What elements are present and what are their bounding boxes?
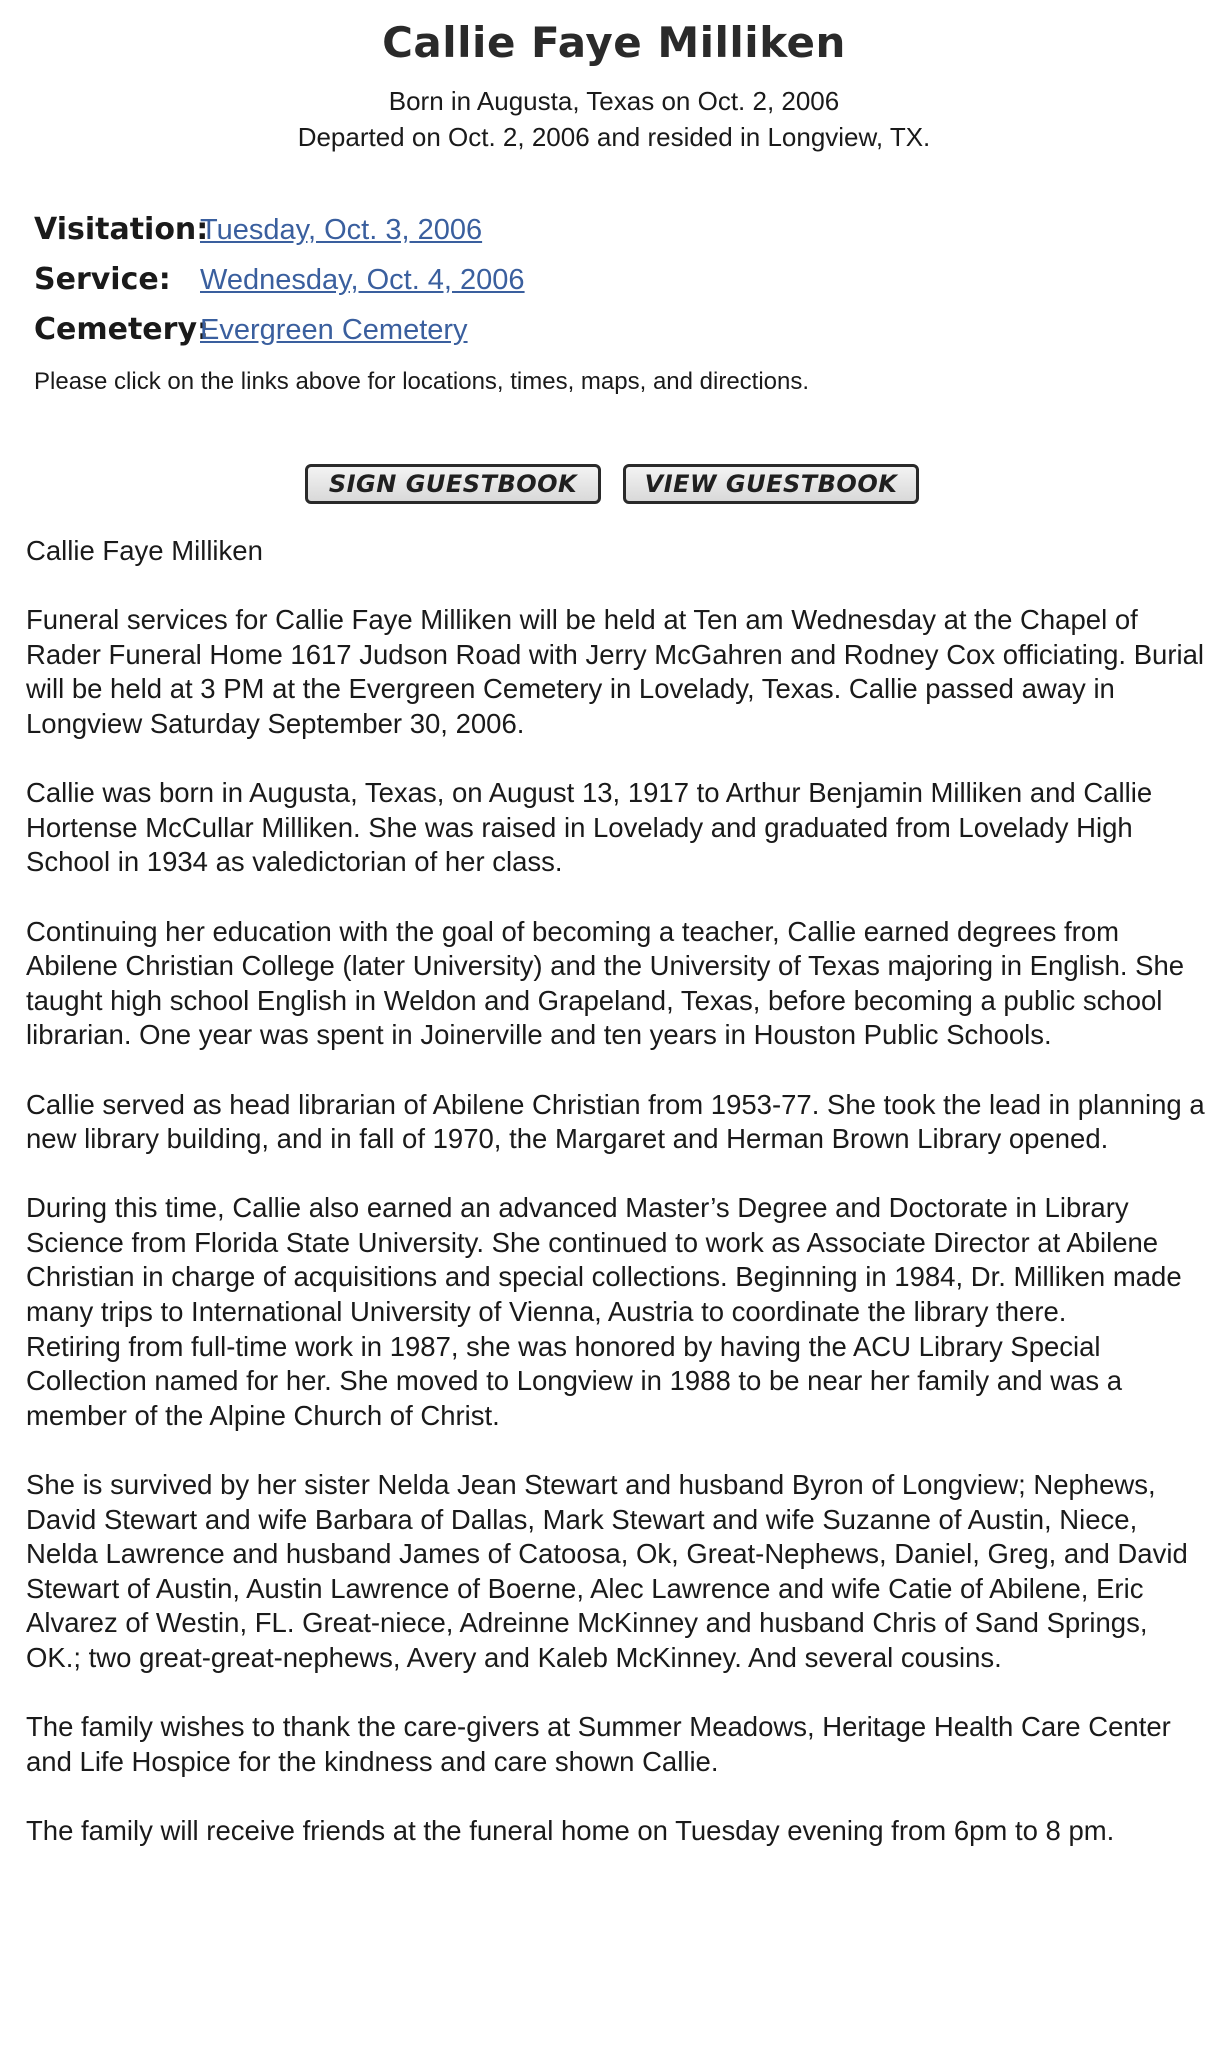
obituary-paragraph: Callie served as head librarian of Abilene Christian from 1953-77. She took the lead in planning a new library building, and in fall of 1970, the Margaret and Herman Brown Library opened. [26, 1088, 1205, 1155]
obituary-body [26, 534, 1206, 1883]
sign-guestbook-button[interactable]: SIGN GUESTBOOK [305, 464, 601, 504]
page-title: Callie Faye Milliken [382, 18, 846, 67]
obituary-paragraph: Continuing her education with the goal of becoming a teacher, Callie earned degrees from Abilene Christian College (later University) and the University of Texas majoring in English. She taught high school English in Weldon and Grapeland, Texas, before becoming a public school librarian. One year was spent in Joinerville and ten years in Houston Public Schools. [26, 915, 1185, 1051]
visitation-label: Visitation: [34, 212, 209, 247]
obituary-heading: Callie Faye Milliken [26, 535, 263, 566]
obituary-paragraph: The family wishes to thank the care-givers at Summer Meadows, Heritage Health Care Center and Life Hospice for the kindness and care shown Callie. [26, 1711, 1171, 1777]
links-note: Please click on the links above for locations, times, maps, and directions. [34, 368, 810, 395]
obituary-paragraph: Retiring from full-time work in 1987, she was honored by having the ACU Library Special Collection named for her. She moved to Longview in 1988 to be near her family and was a member of the Alpine Church of Christ. [26, 1330, 1123, 1431]
obituary-paragraph: Funeral services for Callie Faye Milliken will be held at Ten am Wednesday at the Chapel of Rader Funeral Home 1617 Judson Road with Jerry McGahren and Rodney Cox officiating. Burial will be held at 3 PM at the Evergreen Cemetery in Lovelady, Texas. Callie passed away in Longview Saturday September 30, 2006. [26, 604, 1205, 739]
obituary-paragraph: The family will receive friends at the funeral home on Tuesday evening from 6pm to 8 pm. [26, 1814, 1115, 1846]
service-row [34, 262, 1194, 312]
born-line: Born in Augusta, Texas on Oct. 2, 2006 [388, 86, 840, 116]
cemetery-label: Cemetery: [34, 312, 210, 347]
guestbook-buttons [305, 464, 919, 504]
cemetery-link[interactable]: Evergreen Cemetery [200, 314, 468, 346]
service-label: Service: [34, 262, 171, 297]
header [0, 0, 1228, 155]
obituary-paragraph: During this time, Callie also earned an advanced Master’s Degree and Doctorate in Library Science from Florida State University. She continued to work as Associate Director at Abilene Christian in charge of acquisitions and special collections. Beginning in 1984, Dr. Milliken made many trips to International University of Vienna, Austria to coordinate the library there. [26, 1192, 1182, 1328]
service-details [34, 212, 1194, 396]
service-link[interactable]: Wednesday, Oct. 4, 2006 [200, 264, 525, 296]
visitation-row [34, 212, 1194, 262]
visitation-link[interactable]: Tuesday, Oct. 3, 2006 [200, 214, 483, 246]
view-guestbook-button[interactable]: VIEW GUESTBOOK [623, 464, 919, 504]
obituary-paragraph: Callie was born in Augusta, Texas, on August 13, 1917 to Arthur Benjamin Milliken and Callie Hortense McCullar Milliken. She was raised in Lovelady and graduated from Lovelady High School in 1934 as valedictorian of her class. [26, 777, 1153, 878]
cemetery-row [34, 312, 1194, 362]
departed-line: Departed on Oct. 2, 2006 and resided in Longview, TX. [297, 122, 931, 152]
obituary-paragraph: She is survived by her sister Nelda Jean Stewart and husband Byron of Longview; Nephews, David Stewart and wife Barbara of Dallas, Mark Stewart and wife Suzanne of Austin, Niece, Nelda Lawrence and husband James of Catoosa, Ok, Great-Nephews, Daniel, Greg, and David Stewart of Austin, Austin Lawrence of Boerne, Alec Lawrence and wife Catie of Abilene, Eric Alvarez of Westin, FL. Great-niece, Adreinne McKinney and husband Chris of Sand Springs, OK.; two great-great-nephews, Avery and Kaleb McKinney. And several cousins. [26, 1469, 1188, 1673]
